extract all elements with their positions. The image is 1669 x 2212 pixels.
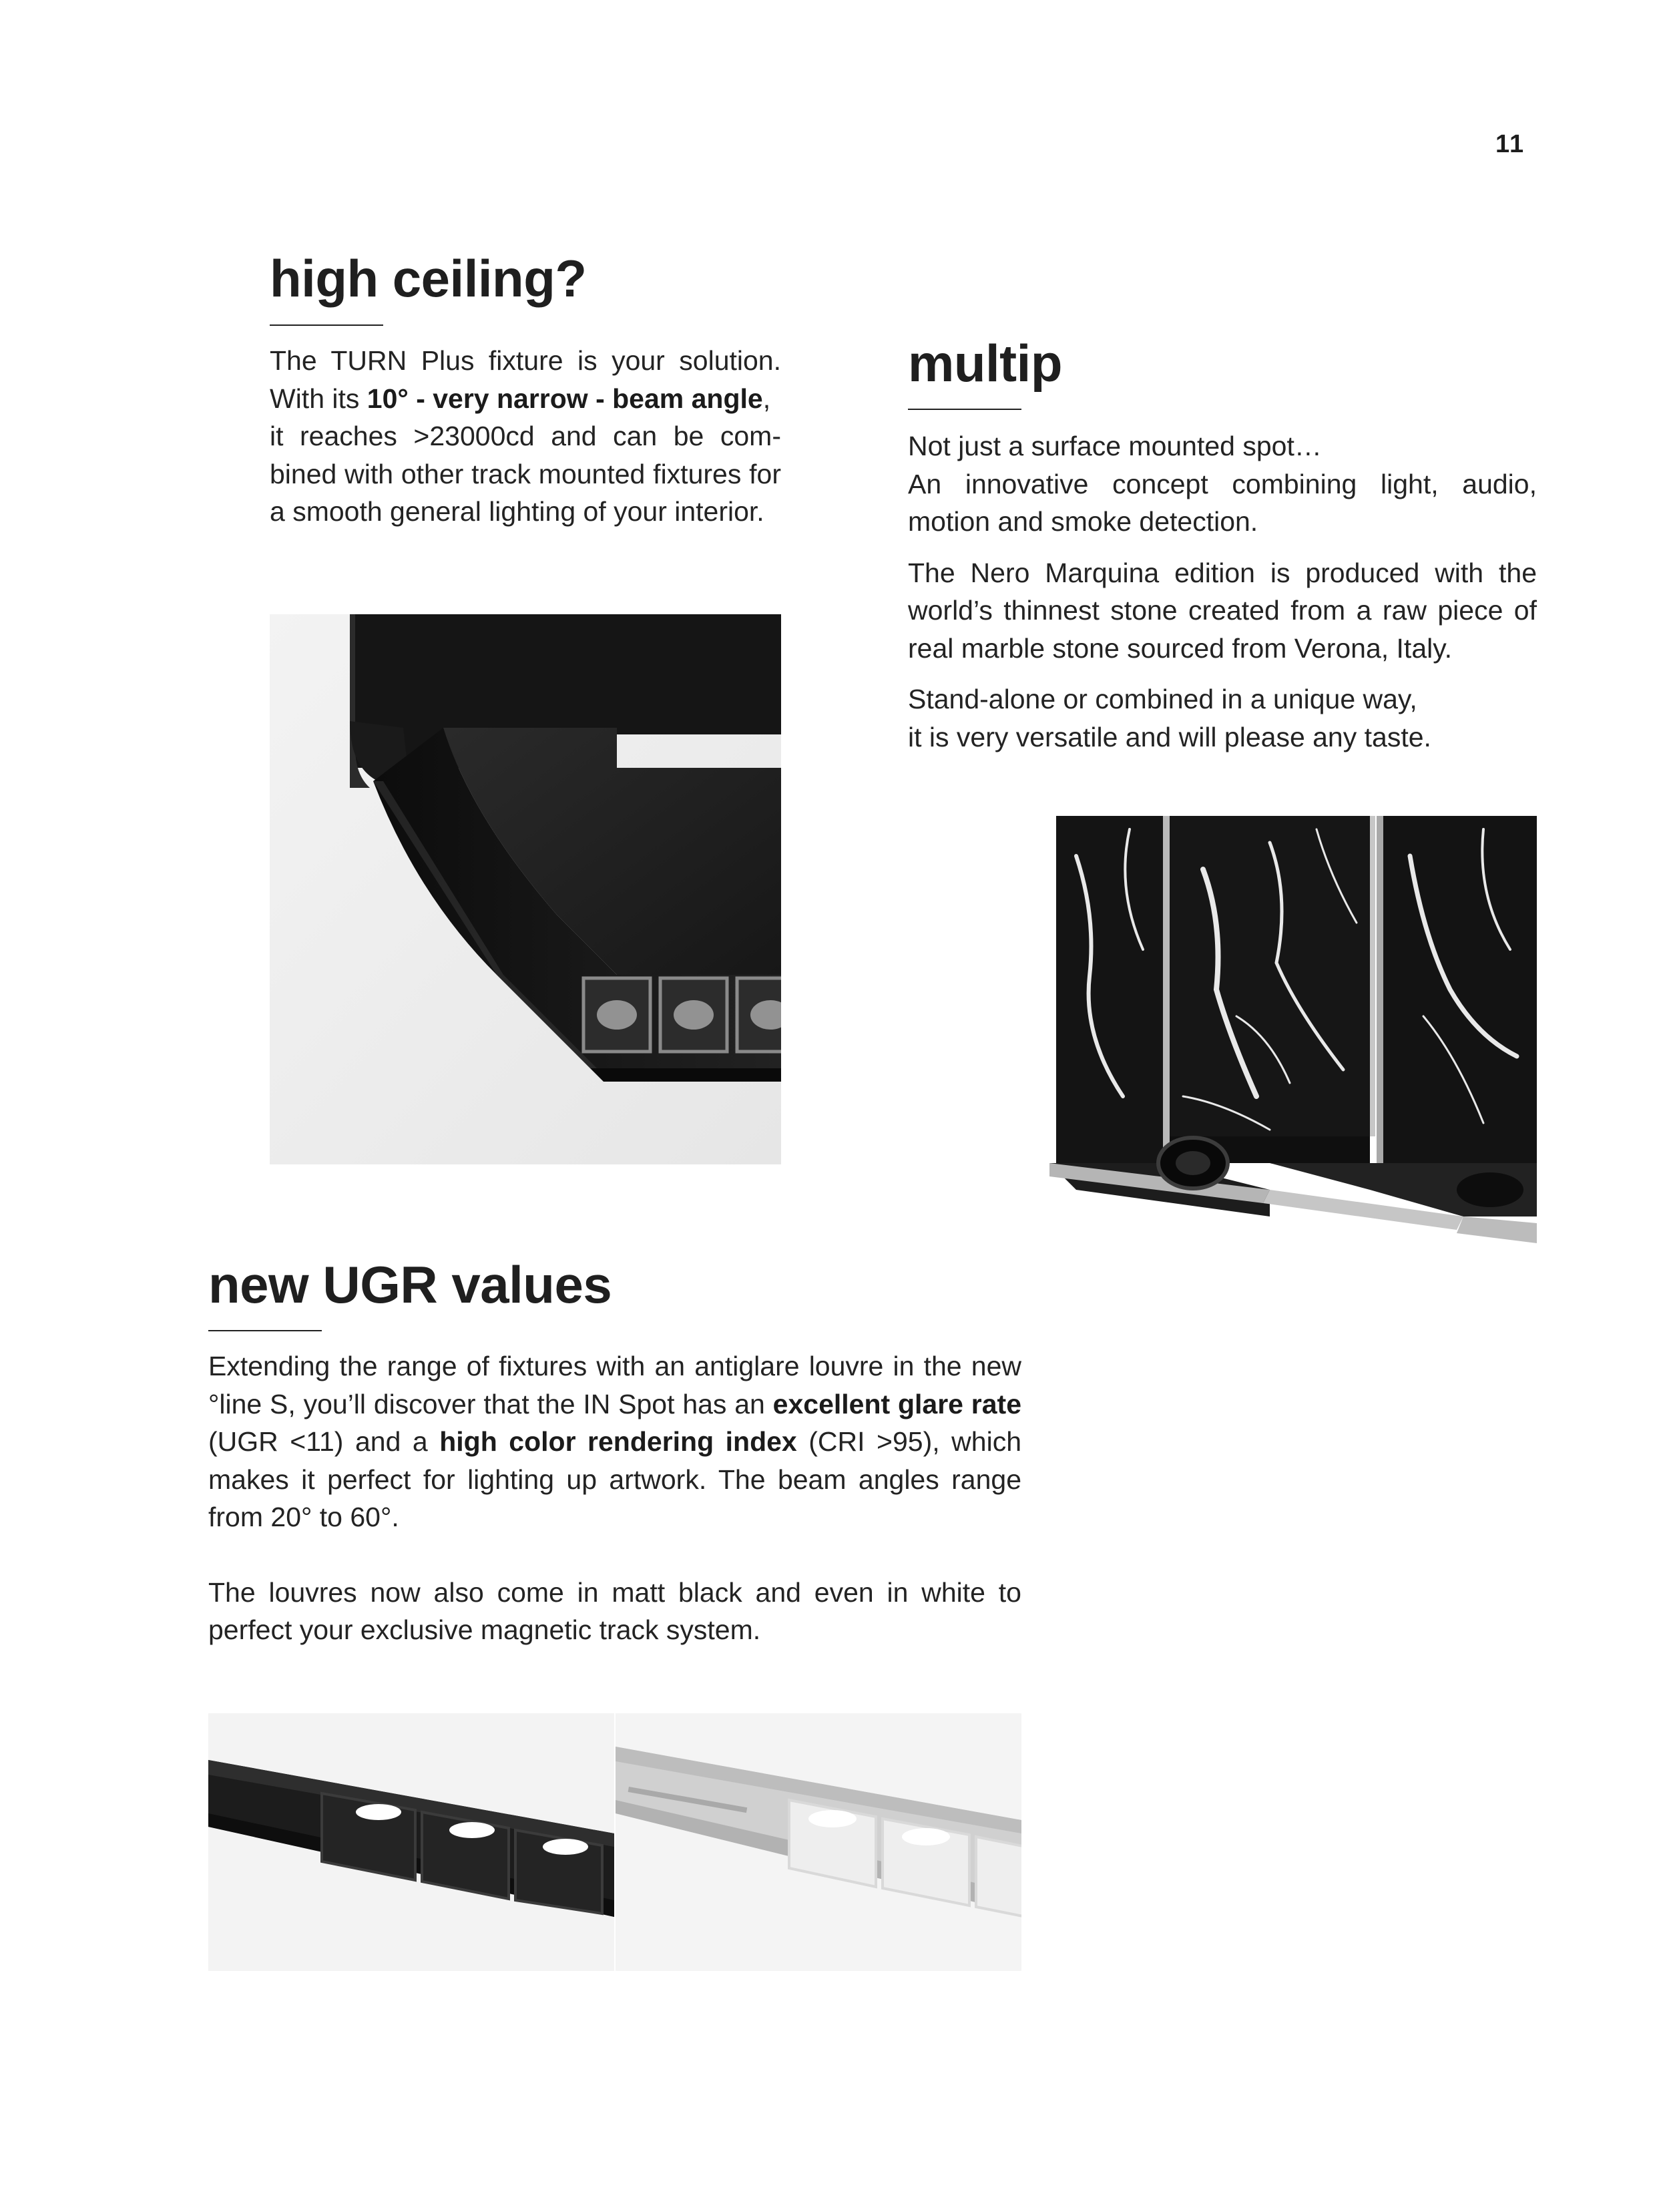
high-ceiling-body bbox=[270, 342, 781, 531]
multip-p3-line1: Stand-alone or combined in a unique way, bbox=[908, 684, 1417, 714]
beam-angle-highlight: 10° - very narrow - beam angle bbox=[367, 383, 763, 414]
high-ceiling-line2-prefix: With its bbox=[270, 383, 367, 414]
multip-p2: The Nero Marquina edition is produced with the world’s thinnest stone created from a raw piece of real marble stone sourced from Verona, Italy. bbox=[908, 557, 1537, 664]
white-louvre-image bbox=[616, 1713, 1021, 1971]
high-ceiling-heading: high ceiling? bbox=[270, 249, 587, 308]
louvre-cells bbox=[583, 978, 781, 1052]
ugr-paragraph-2: The louvres now also come in matt black and even in white to perfect your exclusive magnetic track system. bbox=[208, 1576, 1021, 1645]
black-louvre-image bbox=[208, 1713, 614, 1971]
multip-body bbox=[908, 427, 1537, 756]
multip-p1-line1: Not just a surface mounted spot… bbox=[908, 431, 1322, 461]
multip-marble-image bbox=[1049, 816, 1537, 1270]
ugr-seg1: Extending the range of fixtures with an antiglare louvre in the new °line S, you’ll discover that the IN Spot has an bbox=[208, 1351, 1021, 1419]
page-number: 11 bbox=[1495, 130, 1525, 158]
multip-rule bbox=[908, 409, 1021, 410]
ugr-rule bbox=[208, 1330, 322, 1331]
cri-highlight: high color rendering index bbox=[439, 1426, 797, 1457]
turn-plus-fixture-illustration bbox=[270, 614, 781, 1164]
high-ceiling-line1: The TURN Plus fixture is your solution. bbox=[270, 345, 781, 376]
ugr-seg2: (UGR <11) and a bbox=[208, 1426, 440, 1457]
high-ceiling-line2 bbox=[270, 380, 781, 418]
multip-heading: multip bbox=[908, 334, 1062, 393]
black-louvre-illustration bbox=[208, 1713, 614, 1971]
high-ceiling-rule bbox=[270, 324, 383, 326]
multip-p1-line2: An innovative concept combining light, audio, motion and smoke detection. bbox=[908, 468, 1537, 537]
turn-plus-fixture-image bbox=[270, 614, 781, 1164]
ugr-heading: new UGR values bbox=[208, 1255, 612, 1314]
ugr-seg3: (CRI >95), which makes it perfect for lighting up artwork. The beam angles range from 20° to 60°. bbox=[208, 1426, 1021, 1532]
ugr-paragraph-1 bbox=[208, 1347, 1021, 1536]
multip-p3-line2: it is very versatile and will please any taste. bbox=[908, 721, 1431, 752]
white-louvre-illustration bbox=[616, 1713, 1021, 1971]
high-ceiling-rest: it reaches >23000cd and can be com-bined with other track mounted fixtures for a smooth general lighting of your interior. bbox=[270, 421, 781, 527]
multip-marble-illustration bbox=[1049, 816, 1537, 1270]
high-ceiling-line2-suffix: , bbox=[762, 383, 771, 414]
glare-rate-highlight: excellent glare rate bbox=[772, 1388, 1022, 1419]
ugr-body bbox=[208, 1347, 1021, 1649]
